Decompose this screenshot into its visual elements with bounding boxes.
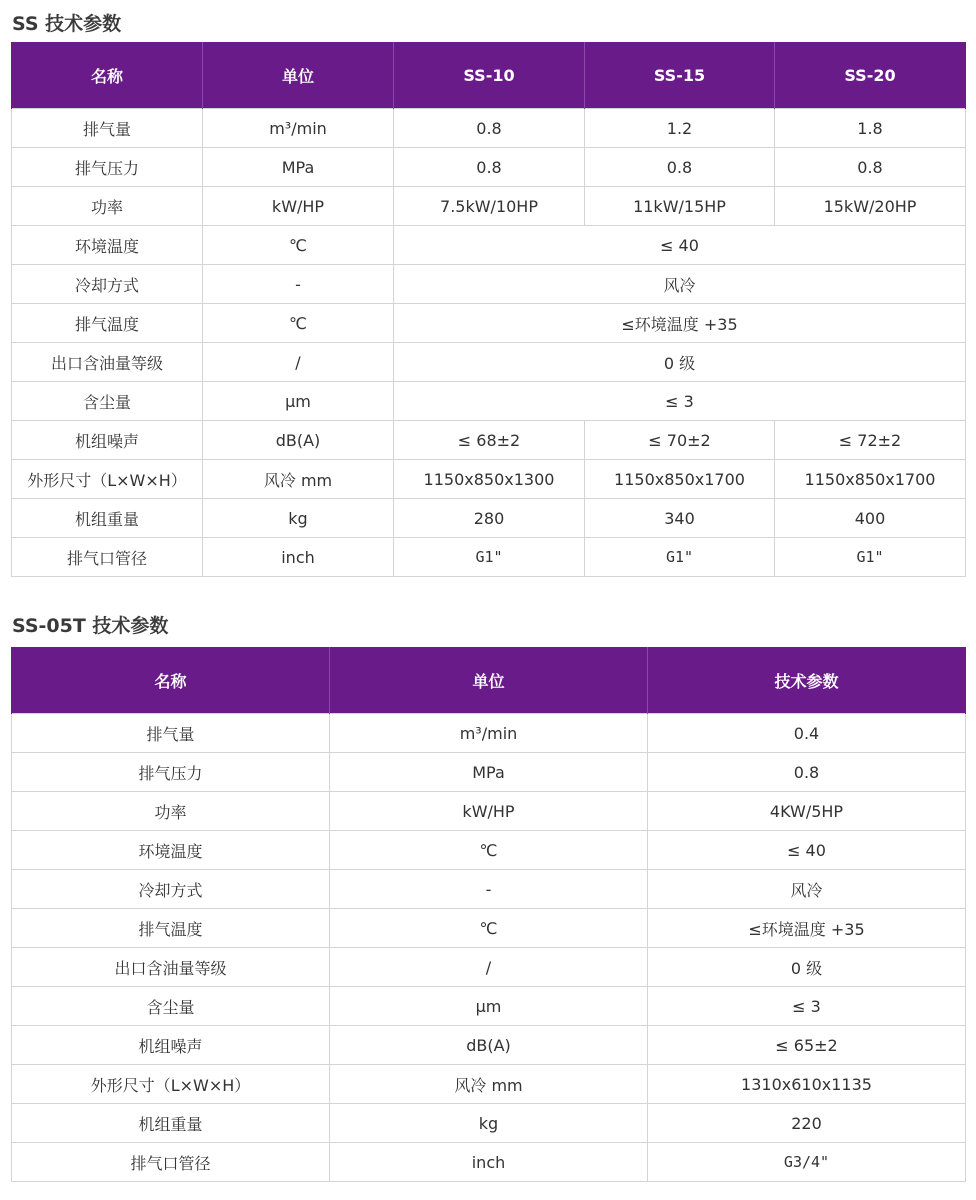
header-unit: 单位: [203, 42, 394, 109]
row-name: 出口含油量等级: [12, 948, 330, 987]
row-name: 机组噪声: [12, 421, 203, 460]
value-ss15: 340: [585, 499, 775, 538]
table-row: [12, 1026, 966, 1065]
table-row: [12, 948, 966, 987]
row-unit: kW/HP: [330, 792, 648, 831]
value-ss10: G1": [394, 538, 585, 577]
row-unit: /: [203, 343, 394, 382]
row-name: 机组重量: [12, 499, 203, 538]
row-unit: μm: [330, 987, 648, 1026]
row-name: 出口含油量等级: [12, 343, 203, 382]
row-unit: inch: [330, 1143, 648, 1182]
value-ss20: ≤ 72±2: [775, 421, 966, 460]
table-header-row: [12, 42, 966, 109]
row-name: 排气量: [12, 714, 330, 753]
header-spec: 技术参数: [648, 647, 966, 714]
value-merged: 风冷: [394, 265, 966, 304]
header-ss10: SS-10: [394, 42, 585, 109]
table-row: [12, 1143, 966, 1182]
header-unit: 单位: [330, 647, 648, 714]
row-name: 冷却方式: [12, 265, 203, 304]
row-unit: ℃: [330, 831, 648, 870]
row-name: 含尘量: [12, 382, 203, 421]
row-value: ≤ 40: [648, 831, 966, 870]
row-unit: dB(A): [203, 421, 394, 460]
row-value: ≤ 3: [648, 987, 966, 1026]
row-unit: inch: [203, 538, 394, 577]
value-ss20: 15kW/20HP: [775, 187, 966, 226]
row-unit: ℃: [330, 909, 648, 948]
row-value: ≤环境温度 +35: [648, 909, 966, 948]
value-ss10: 280: [394, 499, 585, 538]
table-row: [12, 421, 966, 460]
row-name: 机组噪声: [12, 1026, 330, 1065]
row-name: 排气温度: [12, 909, 330, 948]
row-unit: m³/min: [203, 109, 394, 148]
row-value: ≤ 65±2: [648, 1026, 966, 1065]
row-unit: ℃: [203, 304, 394, 343]
row-unit: ℃: [203, 226, 394, 265]
value-ss20: 0.8: [775, 148, 966, 187]
ss-spec-title: SS 技术参数: [12, 13, 122, 35]
value-merged: ≤环境温度 +35: [394, 304, 966, 343]
row-unit: kg: [203, 499, 394, 538]
table-row: [12, 148, 966, 187]
value-ss10: 7.5kW/10HP: [394, 187, 585, 226]
table-row: [12, 265, 966, 304]
row-value: 风冷: [648, 870, 966, 909]
table-row: [12, 1104, 966, 1143]
row-name: 环境温度: [12, 226, 203, 265]
table-row: [12, 460, 966, 499]
row-name: 功率: [12, 187, 203, 226]
row-name: 排气温度: [12, 304, 203, 343]
value-ss20: 400: [775, 499, 966, 538]
ss-spec-table: [11, 42, 966, 577]
row-value: 0.8: [648, 753, 966, 792]
row-name: 排气口管径: [12, 1143, 330, 1182]
row-value: 1310x610x1135: [648, 1065, 966, 1104]
value-merged: ≤ 40: [394, 226, 966, 265]
header-name: 名称: [12, 647, 330, 714]
table-row: [12, 909, 966, 948]
row-unit: /: [330, 948, 648, 987]
row-unit: 风冷 mm: [203, 460, 394, 499]
row-unit: kg: [330, 1104, 648, 1143]
header-ss15: SS-15: [585, 42, 775, 109]
ss05t-spec-table: [11, 647, 966, 1182]
row-name: 外形尺寸（L×W×H）: [12, 1065, 330, 1104]
value-merged: 0 级: [394, 343, 966, 382]
row-unit: m³/min: [330, 714, 648, 753]
table-row: [12, 226, 966, 265]
row-name: 机组重量: [12, 1104, 330, 1143]
table-row: [12, 109, 966, 148]
value-ss10: 0.8: [394, 109, 585, 148]
table-row: [12, 304, 966, 343]
value-ss15: 0.8: [585, 148, 775, 187]
value-ss15: 1.2: [585, 109, 775, 148]
value-ss15: ≤ 70±2: [585, 421, 775, 460]
value-ss20: 1.8: [775, 109, 966, 148]
table-row: [12, 499, 966, 538]
row-unit: MPa: [203, 148, 394, 187]
value-ss10: 0.8: [394, 148, 585, 187]
value-ss15: G1": [585, 538, 775, 577]
value-ss15: 11kW/15HP: [585, 187, 775, 226]
row-unit: 风冷 mm: [330, 1065, 648, 1104]
table-row: [12, 538, 966, 577]
value-ss15: 1150x850x1700: [585, 460, 775, 499]
row-name: 排气压力: [12, 753, 330, 792]
row-name: 功率: [12, 792, 330, 831]
row-unit: μm: [203, 382, 394, 421]
row-unit: -: [203, 265, 394, 304]
row-value: 0.4: [648, 714, 966, 753]
value-ss10: ≤ 68±2: [394, 421, 585, 460]
table-row: [12, 792, 966, 831]
row-value: 220: [648, 1104, 966, 1143]
table-row: [12, 753, 966, 792]
value-ss20: 1150x850x1700: [775, 460, 966, 499]
table-header-row: [12, 647, 966, 714]
row-name: 冷却方式: [12, 870, 330, 909]
row-unit: MPa: [330, 753, 648, 792]
ss05t-spec-title: SS-05T 技术参数: [12, 615, 169, 637]
table-row: [12, 187, 966, 226]
header-name: 名称: [12, 42, 203, 109]
row-name: 排气压力: [12, 148, 203, 187]
table-row: [12, 1065, 966, 1104]
table-row: [12, 382, 966, 421]
table-row: [12, 870, 966, 909]
row-unit: kW/HP: [203, 187, 394, 226]
table-row: [12, 714, 966, 753]
row-name: 环境温度: [12, 831, 330, 870]
table-row: [12, 343, 966, 382]
row-name: 外形尺寸（L×W×H）: [12, 460, 203, 499]
row-value: 4KW/5HP: [648, 792, 966, 831]
row-name: 排气量: [12, 109, 203, 148]
row-name: 含尘量: [12, 987, 330, 1026]
value-ss10: 1150x850x1300: [394, 460, 585, 499]
header-ss20: SS-20: [775, 42, 966, 109]
row-value: 0 级: [648, 948, 966, 987]
table-row: [12, 831, 966, 870]
table-row: [12, 987, 966, 1026]
value-merged: ≤ 3: [394, 382, 966, 421]
row-value: G3/4": [648, 1143, 966, 1182]
value-ss20: G1": [775, 538, 966, 577]
row-unit: -: [330, 870, 648, 909]
row-name: 排气口管径: [12, 538, 203, 577]
row-unit: dB(A): [330, 1026, 648, 1065]
